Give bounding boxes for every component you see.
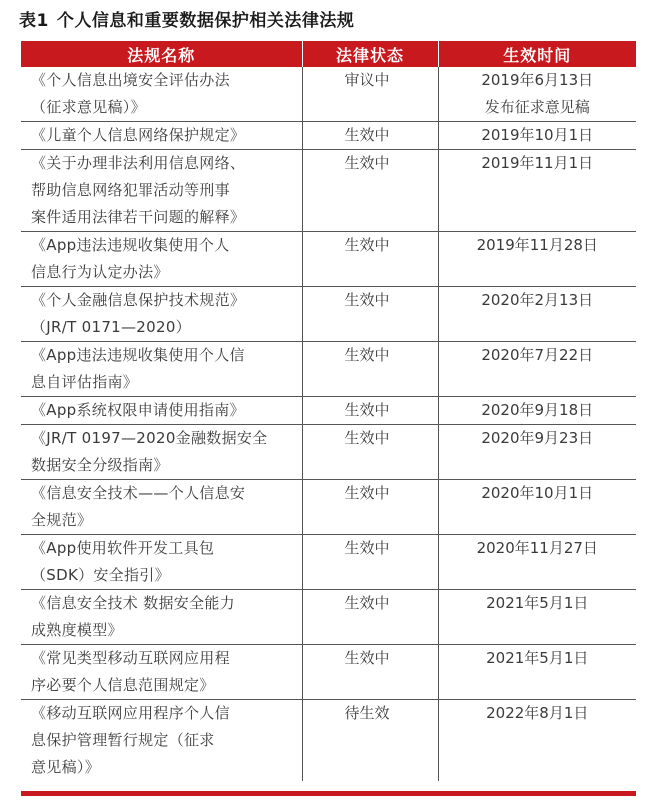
law-name-line: 《儿童个人信息网络保护规定》 — [31, 126, 246, 144]
table-caption — [19, 6, 354, 31]
law-name-line: 《信息安全技术——个人信息安 — [31, 484, 246, 502]
law-name-cell — [21, 150, 302, 232]
table-row — [21, 645, 636, 700]
caption-label: 表1 — [19, 11, 49, 31]
effective-date-line: 2022年8月1日 — [486, 704, 589, 722]
effective-date-line: 2021年5月1日 — [486, 649, 589, 667]
law-name-line: （征求意见稿）》 — [31, 98, 146, 116]
table-row — [21, 150, 636, 232]
effective-date-line: 2021年5月1日 — [486, 594, 589, 612]
effective-date-cell — [438, 150, 636, 232]
law-name-line: 《个人金融信息保护技术规范》 — [31, 291, 246, 309]
effective-date-line: 2019年11月28日 — [476, 236, 598, 254]
effective-date-line: 2020年11月27日 — [476, 539, 598, 557]
table-row — [21, 700, 636, 782]
caption-title: 个人信息和重要数据保护相关法律法规 — [56, 11, 355, 31]
law-name-cell — [21, 480, 302, 535]
law-name-cell — [21, 590, 302, 645]
table-row — [21, 232, 636, 287]
law-name-line: 信息行为认定办法》 — [31, 263, 169, 281]
table-row — [21, 480, 636, 535]
effective-date-cell — [438, 122, 636, 150]
law-status-cell: 待生效 — [302, 700, 438, 782]
law-name-line: 《App系统权限申请使用指南》 — [31, 401, 245, 419]
law-name-line: （SDK）安全指引》 — [31, 566, 170, 584]
table-row — [21, 342, 636, 397]
law-name-line: 息自评估指南》 — [31, 373, 139, 391]
effective-date-line: 2020年10月1日 — [481, 484, 594, 502]
law-name-line: 《JR/T 0197—2020金融数据安全 — [31, 429, 268, 447]
table-row — [21, 425, 636, 480]
table-row — [21, 535, 636, 590]
column-header-name: 法规名称 — [21, 41, 302, 67]
law-name-cell — [21, 425, 302, 480]
effective-date-cell — [438, 425, 636, 480]
table-row — [21, 122, 636, 150]
effective-date-line: 2019年6月13日 — [481, 71, 594, 89]
effective-date-line: 2020年9月23日 — [481, 429, 594, 447]
law-status-cell: 生效中 — [302, 287, 438, 342]
law-name-line: 《App使用软件开发工具包 — [31, 539, 215, 557]
law-name-cell — [21, 700, 302, 782]
law-name-line: 成熟度模型》 — [31, 621, 123, 639]
law-name-line: 意见稿）》 — [31, 758, 101, 776]
effective-date-cell — [438, 480, 636, 535]
law-name-line: 《移动互联网应用程序个人信 — [31, 704, 230, 722]
effective-date-line: 发布征求意见稿 — [484, 98, 590, 116]
bottom-rule — [21, 791, 636, 796]
header-row — [21, 41, 636, 67]
effective-date-line: 2019年11月1日 — [481, 154, 594, 172]
effective-date-cell — [438, 645, 636, 700]
table-header — [21, 41, 636, 67]
law-status-cell: 生效中 — [302, 645, 438, 700]
table-row — [21, 590, 636, 645]
column-header-status: 法律状态 — [302, 41, 438, 67]
law-status-cell: 生效中 — [302, 535, 438, 590]
law-status-cell: 审议中 — [302, 67, 438, 122]
law-status-cell: 生效中 — [302, 150, 438, 232]
law-name-line: 全规范》 — [31, 511, 93, 529]
law-status-cell: 生效中 — [302, 480, 438, 535]
effective-date-cell — [438, 590, 636, 645]
effective-date-line: 2020年9月18日 — [481, 401, 594, 419]
law-name-line: 数据安全分级指南》 — [31, 456, 169, 474]
law-name-line: 《App违法违规收集使用个人信 — [31, 346, 245, 364]
table-body — [21, 67, 636, 781]
law-status-cell: 生效中 — [302, 232, 438, 287]
law-name-line: 《App违法违规收集使用个人 — [31, 236, 230, 254]
effective-date-cell — [438, 232, 636, 287]
effective-date-line: 2019年10月1日 — [481, 126, 594, 144]
law-name-line: （JR/T 0171—2020） — [31, 318, 191, 336]
column-header-date: 生效时间 — [438, 41, 636, 67]
law-name-cell — [21, 67, 302, 122]
effective-date-cell — [438, 535, 636, 590]
table-row — [21, 67, 636, 122]
law-name-line: 《信息安全技术 数据安全能力 — [31, 594, 235, 612]
law-name-cell — [21, 122, 302, 150]
law-name-cell — [21, 287, 302, 342]
effective-date-line: 2020年2月13日 — [481, 291, 594, 309]
law-status-cell: 生效中 — [302, 397, 438, 425]
law-name-line: 《常见类型移动互联网应用程 — [31, 649, 230, 667]
law-name-cell — [21, 535, 302, 590]
law-name-line: 帮助信息网络犯罪活动等刑事 — [31, 181, 230, 199]
law-status-cell: 生效中 — [302, 342, 438, 397]
law-name-line: 《个人信息出境安全评估办法 — [31, 71, 230, 89]
effective-date-cell — [438, 342, 636, 397]
effective-date-cell — [438, 287, 636, 342]
effective-date-line: 2020年7月22日 — [481, 346, 594, 364]
table-row — [21, 287, 636, 342]
effective-date-cell — [438, 397, 636, 425]
law-name-line: 案件适用法律若干问题的解释》 — [31, 208, 246, 226]
law-name-cell — [21, 645, 302, 700]
law-name-cell — [21, 232, 302, 287]
law-name-line: 《关于办理非法利用信息网络、 — [31, 154, 246, 172]
law-status-cell: 生效中 — [302, 590, 438, 645]
law-name-line: 息保护管理暂行规定（征求 — [31, 731, 215, 749]
table-row — [21, 397, 636, 425]
law-name-cell — [21, 342, 302, 397]
law-status-cell: 生效中 — [302, 122, 438, 150]
effective-date-cell — [438, 67, 636, 122]
law-name-line: 序必要个人信息范围规定》 — [31, 676, 215, 694]
laws-table — [21, 41, 636, 781]
effective-date-cell — [438, 700, 636, 782]
law-name-cell — [21, 397, 302, 425]
law-status-cell: 生效中 — [302, 425, 438, 480]
